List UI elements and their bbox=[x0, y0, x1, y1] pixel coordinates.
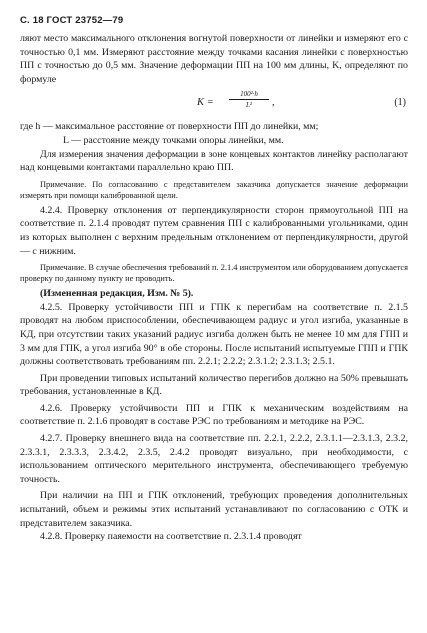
paragraph-edge-contacts: Для измерения значения деформации в зоне концевых контактов линейку располагают над концевыми контактами параллельно краю ПП. bbox=[20, 148, 408, 174]
paragraph-4-2-4: 4.2.4. Проверку отклонения от перпендикулярности сторон прямоугольной ПП на соответствие п. 2.1.4 проводят путем сравнения ПП с калиброванными угольниками, один из которых выполнен с верхним предельным отклонением от перпендикулярности, другой — с нижним. bbox=[20, 204, 408, 257]
definition-h: где h — максимальное расстояние от поверхности ПП до линейки, мм; bbox=[20, 121, 319, 133]
formula-number: (1) bbox=[394, 97, 406, 109]
page-header: С. 18 ГОСТ 23752—79 bbox=[20, 15, 124, 26]
formula-definitions bbox=[20, 120, 408, 147]
definition-L: L — расстояние между точками опоры линейки, мм. bbox=[63, 134, 284, 146]
document-body bbox=[20, 32, 408, 544]
formula-lhs: K = bbox=[197, 97, 214, 109]
paragraph-intro: ляют место максимального отклонения вогнутой поверхности от линейки и измеряют его с точностью 0,1 мм. Измеряют расстояние между точками касания линейки с поверхностью ПП с точностью до 0,5 мм. Значение деформации ПП на 100 мм длины, K, определяют по формуле bbox=[20, 33, 408, 85]
paragraph-4-2-5: 4.2.5. Проверку устойчивости ПП и ГПК к перегибам на соответствие п. 2.1.5 проводят на любом приспособлении, обеспечивающем радиус и угол изгиба, указанные в КД, при отсутствии таких указаний радиус изгиба должен быть не менее 10 мм для ГПП и 3 мм для ГПК, а угол изгиба 90° в обе стороны. После испытаний испытуемые ГПП и ГПК должны соответствовать требованиям пп. 2.2.1; 2.2.2; 2.3.1.2; 2.3.1.3; 2.5.1. bbox=[20, 301, 408, 368]
formula-numerator: 100²·h bbox=[229, 90, 269, 100]
paragraph-4-2-5-typical: При проведении типовых испытаний количество перегибов должно на 50% превышать требования, установленные в КД. bbox=[20, 372, 408, 398]
note-deformation: Примечание. По согласованию с представителем заказчика допускается значение деформации измерять при помощи калиброванной щели. bbox=[20, 179, 408, 200]
paragraph-4-2-6: 4.2.6. Проверку устойчивости ПП и ГПК к механическим воздействиям на соответствие п. 2.1.6 проводят в составе РЭС по требованиям и методике на РЭС. bbox=[20, 402, 408, 428]
paragraph-4-2-7-deviations: При наличии на ПП и ГПК отклонений, требующих проведения дополнительных испытаний, объем и режимы этих испытаний устанавливают по согласованию с ОТК и представителем заказчика. bbox=[20, 490, 408, 529]
paragraph-4-2-7: 4.2.7. Проверку внешнего вида на соответствие пп. 2.2.1, 2.2.2, 2.3.1.1—2.3.1.3, 2.3.2, 2.3.3.1, 2.3.3.3, 2.3.4.2, 2.3.5, 2.4.2 проводят визуально, при необходимости, с использованием оптического мерительного инструмента, обеспечивающего требуемую точность. bbox=[20, 433, 408, 485]
formula-denominator: L² bbox=[246, 101, 252, 110]
note-perpendicularity: Примечание. В случае обеспечения требований п. 2.1.4 инструментом или оборудованием допускается проверку по данному пункту не проводить. bbox=[20, 263, 408, 284]
formula-fraction bbox=[229, 90, 269, 109]
formula-block bbox=[20, 88, 408, 118]
formula-comma: , bbox=[272, 97, 275, 109]
edition-note: (Измененная редакция, Изм. № 5). bbox=[40, 288, 194, 300]
paragraph-4-2-8: 4.2.8. Проверку паяемости на соответствие п. 2.3.1.4 проводят bbox=[40, 531, 302, 543]
